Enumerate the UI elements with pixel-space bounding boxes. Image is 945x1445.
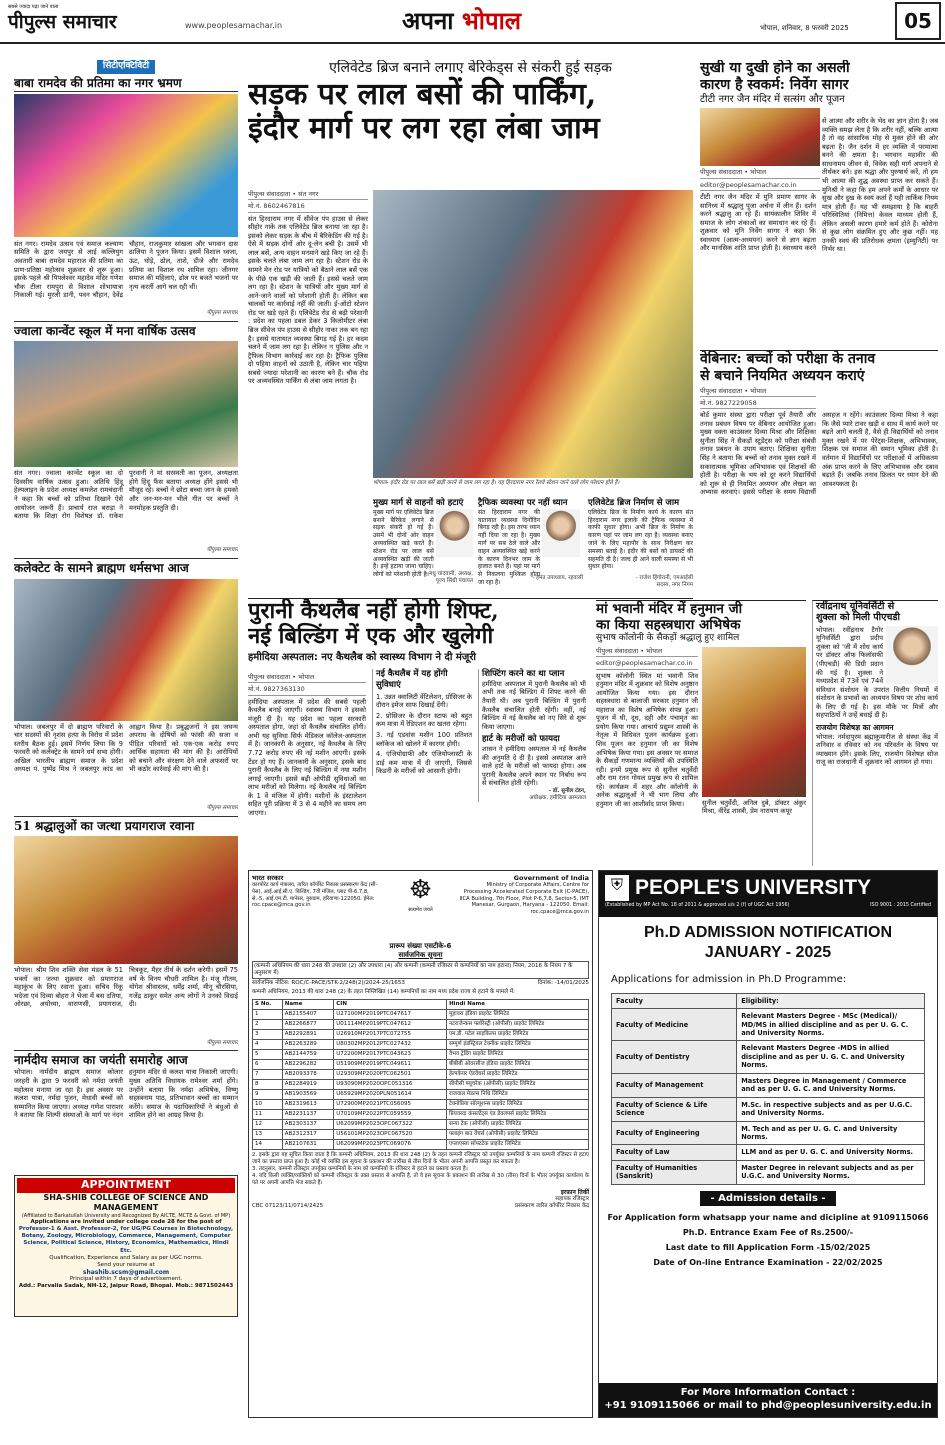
- story-source: पीपुल्स समाचार: [206, 309, 238, 316]
- table-row: 14 AB2107631 U62099MP2023PTC069076 एप्लाएस्ता सॉफ्टटेक प्राइवेट लिमिटेड: [253, 1139, 589, 1149]
- facilities-box: नई कैथलैब में यह होंगी सुविधाएं 1. उन्नत क्वालिटी वेंटिलेशन, प्रोसिजर के दौरान इमेज साफ दिखाई देंगी। 2. प्रोसिजर के दौरान स्टाफ को बहुत कम मात्रा में रेडिएशन का खतरा रहेगा। 3. नई एडवांस मशीन 100 प्रतिशत ब्लॉकेज को खोलने में कारगर होगी। 4. एंजियोग्राफी और एंजियोप्लास्टी के डाई कम मात्रा में दी जाएगी, जिससे किडनी के मरीजों को आसानी होगी।: [372, 669, 472, 776]
- admission-heading: Ph.D ADMISSION NOTIFICATION: [644, 924, 892, 941]
- saint-photo: [700, 108, 820, 166]
- eligibility-table: Faculty Eligibility: Faculty of Medicine Relevant Masters Degree - MSc (Medical)/ MD/MS in allied discipline and as per U. G. C. and University Norms. Faculty of Dentistry Relevant Masters Degree -MDS in allied discipline and as per U. G. C. and University Norms. Faculty of Management Masters Degree in Management / Commerce and as per U. G. C. and University Norms. Faculty of Science & Life Science M.Sc. in respective subjects and as per U.G.C. and University Norms. Faculty of Engineering M. Tech and as per U. G. C. and University Norms. Faculty of Law LLM and as per U. G. C. and University Norms. Faculty of Humanities (Sanskrit) Master Degree in relevant subjects and as per U.G.C. and University Norms.: [611, 993, 925, 1185]
- story-headline: कलेक्टेट के सामने ब्राह्मण धर्मसभा आज: [14, 558, 238, 576]
- school-event-photo: [14, 341, 238, 467]
- story-headline: नार्मदीय समाज का जयंती समारोह आज: [14, 1050, 238, 1068]
- table-row: 6 AB2296282 U51909MP2019PTC049611 बीबीबी ओवरसीज इंडिया प्राइवेट लिमिटेड: [253, 1059, 589, 1069]
- webinar-story: वेबिनार: बच्चों को परीक्षा के तनाव से बचाने नियमित अध्ययन कराएं पीपुल्स संवाददाता • भोपाल मो.नं. 9827229058 बोर्ड कुमार संस्था द्वारा परीक्षा पूर्व तैयारी और तनाव प्रबंधन विषय पर वेबिनार आयोजित हुआ। मुख्य वक्ता काउंसलर दिव्या मिश्रा और शिक्षिका सुनीता सिंह ने सैकड़ों स्टूडेंट्स को परीक्षा संबंधी तनाव प्रबंधन के उपाय बताए। शिक्षिका सुनीता सिंह ने बताया कि बच्चों को तनाव मुक्त रखने में सकारात्मक भूमिका अभिभावक एवं शिक्षकों की होती है। परीक्षा के भय को दूर करने विद्यार्थियों को शुरू से ही नियमित अध्ययन और लेखन का अभ्यास करवाएं। इससे परीक्षा के समय विद्यार्थी असहज न रहेंगे। काउंसलर दिव्या मिश्रा ने कहा कि जैसे प्यारे टावर खड़ी व साथ में कार्य करने पर बढ़ते आगे चलती है, वैसे ही विद्यार्थियों को तनाव मुक्त रखने में पर पेरेंट्स-शिक्षक, अभिभावक, शिक्षक एवं समाज की समान भूमिका होती है। वर्तमान में विद्यार्थियों पर परीक्षाओं में अधिकतम अंक प्राप्त करने के लिए अभिभावक और दबाव बढ़ाते हैं। जबकि तनाव फ्रिलत पर ध्यान देने की आवश्यकता है।: [700, 350, 938, 598]
- story-subheadline: हमीदिया अस्पताल: नए कैथलैब को स्वास्थ्य विभाग ने दी मंजूरी: [248, 651, 477, 663]
- table-row: Faculty of Medicine Relevant Masters Degree - MSc (Medical)/ MD/MS in allied discipline and as per U. G. C. and University Norms.: [612, 1009, 925, 1041]
- emblem-icon: ☸ सत्यमेव जयते: [408, 875, 433, 914]
- cathlab-story: पुरानी कैथलैब नहीं होगी शिफ्ट, नई बिल्डिंग में एक और खुलेगी हमीदिया अस्पताल: नए कैथलैब को स्वास्थ्य विभाग ने दी मंजूरी पीपुल्स संवाददाता • भोपाल मो.नं. 9827363130 हमीदिया अस्पताल में प्रदेश की सबसे पहली कैथलैब बनाई जाएगी। स्वास्थ्य विभाग ने इसको मंजूरी दी है। यह प्रदेश का पहला सरकारी अस्पताल होगा, जहां दो कैथलैब संचालित होंगी। अभी यह सुविधा सिर्फ मेडिकल कॉलेज-अस्पताल में है। जानकारी के अनुसार, नई कैथलैब के लिए 7.72 करोड़ रुपए की नई मशीन आएगी। इसके टेंडर हो गए हैं। जानकारी के अनुसार, इसके बाद पुरानी कैथलैब के लिए नई बिल्डिंग में नया मशीन लगाई जाएगी। इससे बढ़ी ओपीडी सुविधाओं का लाभ मरीजों को मिलेगा। नई कैथलैब नई बिल्डिंग के 1 वें मंजिल में होगी। मशीनों के इंस्टालेशन सहित पूरी प्रक्रिया में 3 से 4 महीने का समय लग जाएगा। नई कैथलैब में यह होंगी सुविधाएं 1. उन्नत क्वालिटी वेंटिलेशन, प्रोसिजर के दौरान इमेज साफ दिखाई देंगी। 2. प्रोसिजर के दौरान स्टाफ को बहुत कम मात्रा में रेडिएशन का खतरा रहेगा। 3. नई एडवांस मशीन 100 प्रतिशत ब्लॉकेज को खोलने में कारगर होगी। 4. एंजियोग्राफी और एंजियोप्लास्टी के डाई कम मात्रा में दी जाएगी, जिससे किडनी के मरीजों को आसानी होगी। शिफ्टिंग करने का था प्लान हमीदिया अस्पताल में पुरानी कैथलैब को भी अभी तक नई बिल्डिंग में शिफ्ट करने की तैयारी थी। अब पुरानी बिल्डिंग में पुरानी कैथलैब संचालित होती रहेगी। वहीं, नई बिल्डिंग में नई कैथलैब को नए सिरे से शुरू किया जाएगा। हार्ट के मरीजों को फायदा शासन ने हमीदिया अस्पताल में नई कैथलैब की अनुमति दे दी है। इससे अस्पताल आने वाले हार्ट के मरीजों को फायदा होगा। अब पुरानी कैथलैब अपने स्थान पर निर्बाध रूप से संचालित होती रहेगी। - डॉ. सुनील टंडन, अधीक्षक, हमीदिया अस्पताल: [248, 598, 693, 866]
- table-row: 10 AB2319613 U72900MP2021PTC056095 टेक्नोप्रिया सॉल्यूशन्स प्राइवेट लिमिटेड: [253, 1099, 589, 1109]
- photo-caption: भोपाल- इंदौर रोड पर लाल बसें खड़ी करने से जाम लग रहा है। यह हिरदाराम नगर रेलवे स्टेशन जाने वाले लोग परेशान होते हैं।: [373, 480, 620, 486]
- story-source: पीपुल्स समाचार: [206, 804, 238, 811]
- page-title: अपना भोपाल: [402, 6, 522, 35]
- page-number: 05: [895, 2, 941, 40]
- story-headline: बाबा रामदेव की प्रतिमा का नगर भ्रमण: [14, 76, 238, 92]
- story-body: भोपाल। श्रीम शिव शक्ति सेवा मंडल के 51 भक्तों का जत्था शुक्रवार को प्रयागराज महाकुंभ के लिए रवाना हुआ। सचिव रिंकू भदेजा एवं दिव्या बोहरा ने भेजा में बस दतिया, ओरछा, अयोध्या, वाराणसी, प्रयागराज, चित्रकूट, मैहर तीर्थ के दर्शन करेगी। इसमें 75 वर्ष के विनय चौधरी शामिल है। मंजू गौतम, योगेश श्रीवास्तव, धर्मेंद्र शर्मा, मीनू चौरसिया, गजेंद्र ठाकुर समेत अन्य लोगों ने उनको विदाई दी।: [14, 966, 238, 1009]
- story-body: संत नगर। रामदेव उत्सव एवं समाज कल्याण समिति के द्वारा जयपुर से लाई कल्लियुग अवतारी बाबा रामदेव महाराज की प्रतिमा का प्राण-प्रतिष्ठा महोत्सव शुक्रवार से शुरू हुआ। इसके पहले श्री पिपलेश्वर महादेव मंदिर गणेश चौक टीला रामपुरा से विशाल शोभायात्रा निकाली गई। मुरली डानी, पवन चौहान, देवेंद्र चौहान, राजकुमार सांखला और भगवान दास ढालिया ने पूजन किया। इसमें विशाल ध्वजा, ऊंट, घोड़े, ढोल, ताशे, डीजे और रामदेव प्रतिमा का विशाल रथ शामिल रहा। जीनगर समाज की महिलाएं, ढोल पर बजते भजनों पर नृत्य करतीं आगे चल रही थीं।: [14, 239, 238, 300]
- avatar: [542, 509, 580, 557]
- public-notice: भारत सरकार कारपोरेट कार्य मंत्रालय, त्वरित कॉर्पोरेट निकास प्रसंस्करण केंद्र (सी-पेस), आई.आई.सी.ए. बिल्डिंग, 7वीं मंजिल, प्लाट पी-6,7,8, से.-5, आई.एम.टी. मानेसर, गुरुग्राम, हरियाणा-122050. ईमेल: roc.cpace@mca.gov.in ☸ सत्यमेव जयते Government of India Ministry of Corporate Affairs, Centre for Processing Accelerated Corporate Exit (C-PACE), IICA Building, 7th Floor, Plot P-6,7,8, Sector-5, IMT Manesar, Gurgaon, Haryana - 122050. Email: roc.cpace@mca.gov.in प्रारूप संख्या एसटीके-6 सार्वजनिक सूचना (कम्पनी अधिनियम की धारा 248 की उपधारा (2) और उपधारा (4) और कम्पनी (कम्पनी रजिस्टर से कम्पनियों का नाम हटाना) नियम, 2016 के नियम 7 के अनुसरण में) सार्वजनिक नोटिस: ROC/C-PACE/STK-2/248(2)/2024-25/1653 दिनांक: -14/01/2025 कम्पनी अधिनियम, 2013 की धारा 248 (2) के तहत निम्लिखित (14) कम्पनियों का नाम मध्य प्रदेश राज्य से हटाने के मामले में: S No. Name CIN Hindi Name 1 AB2155407 U27100MP2019PTC047617 मुहावरा इंडिया प्राइवेट लिमिटेड 2 AB2266877 U01114MP2019PTC047612 नटराजेन्कस फ्लोरेस्ट्री (ओपीसी) प्राइवेट लिमिटेड 3 AB2292891 U26910MP2017PTC072755 एम.डी. पटेल साइकिल्स प्राइवेट लिमिटेड 4 AB2263289 U80302MP2012PTC027432 सम्पूर्ण इंडस्ट्रियल टेक्नीक प्राइवेट लिमिटेड 5 AB2144759 U72200MP2017PTC043623 वैभव ट्रेडिंग प्राइवेट लिमिटेड 6 AB2296282 U51909MP2019PTC049611 बीबीबी ओवरसीज इंडिया प्राइवेट लिमिटेड 7 AB2093378 U29309MP2020PTC062501 हेल्पकेयर ऐडवेंचर्स प्राइवेट लिमिटेड 8 AB2284919 U93090MP2020OPC051316 सीपीसी फ्यूचरेक (ओपीसी) प्राइवेट लिमिटेड 9 AB1903569 U65929MP2020PLN051614 राजवाल मेडल्स निधि लिमिटेड 10 AB2319613 U72900MP2021PTC056095 टेक्नोप्रिया सॉल्यूशन्स प्राइवेट लिमिटेड 11 AB2231137 U70109MP2022PTC059559 प्रियवरदा कंसल्टेंट्स एंड डेवलपर्स प्राइवेट लिमिटेड 12 AB2303137 U62099MP2023OPC067322 सन्या टेक (ओपीसी) प्राइवेट लिमिटेड 13 AB2312317 U56101MP2023OPC067520 फ्लाइंग बाउ वेंचर्स (ओपीसी) प्राइवेट लिमिटेड 14 AB2107631 U62099MP2023PTC069076 एप्लाएस्ता सॉफ्टटेक प्राइवेट लिमिटेड 2. इसके द्वारा यह सूचित किया जाता है कि कम्पनी अधिनियम, 2013 की धारा 248 (2) के तहत कम्पनी रजिस्ट्रार को उपर्युक्त कम्पनियों के नाम कम्पनी रजिस्टर से हटाए जाने का प्रस्ताव प्राप्त हुआ है। कोई भी व्यक्ति इस सूचना के प्रकाशन की तारीख से तीस दिनों के भीतर अपनी आपत्ति प्रस्तुत कर सकता है। 3. तदनुसार, कम्पनी रजिस्ट्रार उपर्युक्त कम्पनियों के नाम को कम्पनियों के रजिस्टर से हटाने का प्रस्ताव करता है। 4. यदि किसी व्यक्ति/व्यक्तियों को कम्पनी रजिस्ट्रार के उक्त प्रस्ताव से आपत्ति है, तो वे इस सूचना के प्रकाशन की तारीख से 30 (तीस) दिनों के भीतर उपर्युक्त कार्यालय के पते पर अपनी आपत्ति भेज सकते हैं। इरफ़ान तिर्की सहायक रजिस्ट्रार CBC 07123/11/0714/2425 प्रसंस्करण त्वरित कॉर्पोरेट निकास केंद्र: [248, 870, 593, 1418]
- table-row: Faculty of Engineering M. Tech and as per U. G. C. and University Norms.: [612, 1121, 925, 1145]
- dateline: भोपाल, शनिवार, 8 फरवरी 2025: [760, 24, 849, 32]
- phd-story: रवींद्रनाथ यूनिवर्सिटी से शुक्ला को मिली पीएचडी भोपाल। रवींद्रनाथ टैगोर यूनिवर्सिटी द्वारा प्रदीप शुक्ला को 'जी में शोध कार्य पर डॉक्टर ऑफ फिलॉसफी (पीएचडी) की डिग्री प्रदान की गई है। शुक्ला ने मध्यप्रदेश में 73वें एवं 74वें संविधान संशोधन के उपरांत वित्तीय नियमों में संशोधन के प्रभावों का अध्ययन विषय पर शोध कार्य के लिए दी गई है। इस मौके पर मित्रों और सहपाठियों ने उन्हें बधाई दी है। राजयोग विशेषज्ञ का आगमन भोपाल: नर्मदापुरम ब्रह्माकुमारीज से संस्था केंद्र में शनिवार व रविवार को नव परिवर्तन के विषय पर व्याख्यान होंगे। इसके लिए, राजयोग विशेषज्ञ सोज राजू का राजधानी में शुक्रवार को आगमन हो गया।: [812, 600, 938, 866]
- story-body: भोपाल। जबलपुर में दो ब्राह्मण परिवारों के चार सदस्यों की नृशंस हत्या के विरोध में प्रदेश स्तरीय बैठक हुई। इसमें निर्णय लिया कि 9 फरवरी को कलेक्ट्रेट के सामने धर्म सभा होगी। अखिल भारतीय ब्राह्मण समाज के प्रदेश अध्यक्ष पं. पुष्पेंद्र मिश्र ने जबलपुर कांड का आह्वान किया है। प्रबुद्धजनों ने इस जघन्य अपराध के दोषियों को फांसी की सजा व पीड़ित परिवारों को एक-एक करोड़ रुपए आर्थिक सहायता की मांग की है। आरोपियों को बचाने और संरक्षण देने वाले अफसरों पर भी कठोर कार्रवाई की मांग की है।: [14, 722, 238, 774]
- story-headline: नई बिल्डिंग में एक और खुलेगी: [248, 623, 494, 650]
- left-column: [14, 60, 238, 1440]
- table-row: 9 AB1903569 U65929MP2020PLN051614 राजवाल मेडल्स निधि लिमिटेड: [253, 1089, 589, 1099]
- newspaper-logo: सबसे ज्यादा पढ़ा जाने वाला पीपुल्स समाचार: [8, 4, 117, 34]
- table-row: Faculty of Dentistry Relevant Masters Degree -MDS in allied discipline and as per U. G. C. and University Norms.: [612, 1041, 925, 1073]
- table-row: Faculty of Management Masters Degree in Management / Commerce and as per U. G. C. and University Norms.: [612, 1073, 925, 1097]
- avatar: [886, 626, 938, 684]
- table-row: 2 AB2266877 U01114MP2019PTC047612 नटराजेन्कस फ्लोरेस्ट्री (ओपीसी) प्राइवेट लिमिटेड: [253, 1019, 589, 1029]
- story-headline: पुरानी कैथलैब नहीं होगी शिफ्ट,: [248, 598, 499, 624]
- quote-box: ट्रैफिक व्यवस्था पर नहीं ध्यान संत हिरदाराम नगर की यातायात व्यवस्था दिनोंदिन बिगड़ रही है। इस तरफ ध्यान नहीं दिया जा रहा है। मुख्य मार्ग पर सब ठेले वाले और वाहन अव्यवस्थित खड़े करने के कारण दिनभर जाम के हालात बनते हैं। यहां पर मार्ग से निकलना मुश्किल होता जा रहा है। - हेमंत उपाध्याय, रहवासी: [478, 498, 583, 587]
- contact-link[interactable]: +91 9109115066 or mail to phd@peoplesuniversity.edu.in: [604, 1400, 932, 1412]
- temple-story: मां भवानी मंदिर में हनुमान जी का किया सहस्त्रधारा अभिषेक सुभाष कॉलोनी के सैकड़ों श्रद्धालु हुए शामिल पीपुल्स संवाददाता • भोपाल editor@peoplesamachar.co.in सुभाष कॉलोनी स्थित मां भवानी शिव हनुमान मंदिर में शुक्रवार को विशेष अनुष्ठान आयोजित किया गया। इस दौरान सहस्त्रधारा से बालाजी सरकार हनुमान जी महाराज का विशेष अभिषेक संपन्न हुआ। पूजन में घी, दूध, दही और पंचामृत का प्रयोग किया गया। आचार्य प्रद्युम्न शास्त्री के नेतृत्व में विधिवत पूजन कार्यक्रम हुआ। शिव पूजन कर हनुमान जी का विशेष अभिषेक किया गया। इस अवसर पर समाज के सैकड़ों गणमान्य व्यक्तियों की उपस्थिति रही। इनमें प्रमुख रूप से सुनील चतुर्वेदी और राम रतन गोयल प्रमुख रूप से शामिल रहे। कार्यक्रम में शहर और कॉलोनी के अनेक श्रद्धालुओं ने भी भाग लिया और हनुमान जी का आशीर्वाद प्राप्त किया। सुनील चतुर्वेदी, अनिल दुबे, डॉक्टर अंकुर मिश्रा, वीरेंद्र शास्त्री, प्रेम नारायण कपूर: [596, 600, 806, 866]
- story-source: पीपुल्स समाचार: [206, 1040, 238, 1047]
- table-row: 13 AB2312317 U56101MP2023OPC067520 फ्लाइंग बाउ वेंचर्स (ओपीसी) प्राइवेट लिमिटेड: [253, 1129, 589, 1139]
- table-row: 8 AB2284919 U93090MP2020OPC051316 सीपीसी फ्यूचरेक (ओपीसी) प्राइवेट लिमिटेड: [253, 1079, 589, 1089]
- avatar: [436, 509, 473, 557]
- table-row: Faculty of Humanities (Sanskrit) Master Degree in relevant subjects and as per U.G.C. and University Norms.: [612, 1160, 925, 1184]
- university-name: PEOPLE'S UNIVERSITY: [635, 876, 872, 899]
- story-body: बोर्ड कुमार संस्था द्वारा परीक्षा पूर्व तैयारी और तनाव प्रबंधन विषय पर वेबिनार आयोजित हुआ। मुख्य वक्ता काउंसलर दिव्या मिश्रा और शिक्षिका सुनीता सिंह ने सैकड़ों स्टूडेंट्स को परीक्षा संबंधी तनाव प्रबंधन के उपाय बताए। शिक्षिका सुनीता सिंह ने बताया कि बच्चों को तनाव मुक्त रखने में सकारात्मक भूमिका अभिभावक एवं शिक्षकों की होती है। परीक्षा के भय को दूर करने विद्यार्थियों को शुरू से ही नियमित अध्ययन और लेखन का अभ्यास करवाएं। इससे परीक्षा के समय विद्यार्थी असहज न रहेंगे। काउंसलर दिव्या मिश्रा ने कहा कि जैसे प्यारे टावर खड़ी व साथ में कार्य करने पर बढ़ते आगे चलती है, वैसे ही विद्यार्थियों को तनाव मुक्त रखने में पर पेरेंट्स-शिक्षक, अभिभावक, शिक्षक एवं समाज की समान भूमिका होती है। वर्तमान में विद्यार्थियों पर परीक्षाओं में अधिकतम अंक प्राप्त करने के लिए अभिभावक और दबाव बढ़ाते हैं। जबकि तनाव फ्रिलत पर ध्यान देने की आवश्यकता है।: [700, 411, 938, 497]
- college-appointment-ad: APPOINTMENT SHA-SHIB COLLEGE OF SCIENCE AND MANAGEMENT (Affiliated to Barkatullah University and Recognized By AICTE, MCTE & Govt. of MP) Applications are invited under college code 28 for the post of Professor-1 & Asst. Professor-2, for UG/PG Courses in Biotechnology, Botany, Zoology, Microbiology, Commerce, Management, Computer Science, Political Science, History, Economics, Mathematics, Hindi Etc. Qualification, Experience and Salary as per UGC norms. Send your resume at shashib.scsm@gmail.com Principal within 7 days of advertisement. Add.: Parvalia Sadak, NH-12, Jaipur Road, Bhopal. Mob.: 9871502443: [14, 1175, 238, 1317]
- lead-headline-line2: इंदौर मार्ग पर लग रहा लंबा जाम: [248, 111, 600, 147]
- byline: पीपुल्स संवाददाता • संत नगर: [248, 190, 368, 200]
- table-row: 4 AB2263289 U80302MP2012PTC027432 सम्पूर्ण इंडस्ट्रियल टेक्नीक प्राइवेट लिमिटेड: [253, 1039, 589, 1049]
- ad-email-link[interactable]: shashib.scsm@gmail.com: [82, 1268, 170, 1276]
- red-bus-traffic-photo: [373, 190, 693, 478]
- quote-box: मुख्य मार्ग से वाहनों को हटाएं मुख्य मार्ग पर एलिवेटेड ब्रिज बनाने बैरिकेड लगाने से सड़क संकरी हो गई है। उसमें भी दोनों ओर वाहन अव्यवस्थित खड़े करते हैं। स्टेशन रोड पर लाल बसें अव्यवस्थित खड़ी की जाती हैं। इन्हें हटाया जाना चाहिए। लोगों को परेशानी होती है। - मधु चांदवानी, अध्यक्ष, पूज्य सिंधी पंचायत: [373, 498, 473, 584]
- table-row: 12 AB2303137 U62099MP2023OPC067322 सन्या टेक (ओपीसी) प्राइवेट लिमिटेड: [253, 1119, 589, 1129]
- reporter-mobile: मो.नं. 8602467816: [248, 202, 368, 212]
- table-row: Faculty of Law LLM and as per U. G. C. and University Norms.: [612, 1145, 925, 1160]
- university-logo-icon: ⛨: [605, 875, 629, 901]
- hanuman-idol-photo: [702, 647, 806, 797]
- story-body: टीटी नगर जैन मंदिर में मुनि प्रमाण सागर के सानिध्य में श्रद्धालु पूजा अर्चना में लीन हैं। दर्शन करने श्रद्धालु आ रहे हैं। सायंकालीन शिविर में समाज के लोग शंकाओं का समाधान कर रहे हैं। शुक्रवार को मुनि निर्वेग सागर ने कहा कि स्वाध्याय (आत्म-अध्ययन) करने से ज्ञान बढ़ता और मानसिक शांति प्राप्त होती है। स्वाध्याय करने से आत्मा और शरीर के भेद का ज्ञान होता है। जब व्यक्ति समझ लेता है कि शरीर नहीं, बल्कि आत्मा है तो वह सांसारिक मोह से मुक्त होने की ओर बढ़ता है। जैन दर्शन में हर व्यक्ति में परमात्मा बनने की क्षमता है। भगवान महावीर की साधनामय जीवन से, विवेक सही मार्ग अपनाने से तीर्थकर बने। इस श्रद्धा और पुरुषार्थ करें, तो हम भी आत्मा की शुद्ध अवस्था प्राप्त कर सकते हैं। मुनिश्री ने कहा कि हम अपने कर्मों के आधार पर सुख और दुख के स्वयं कर्ता हैं यही तार्किक नियम मात्र होती हैं। यह भी समझाया है कि बाहरी परिस्थितियां (निमित्त) केवल माध्यम होती हैं, लेकिन असली कारण हमारे कर्म होते हैं। कोरोना से कुछ लोग संक्रमित हुए और कुछ नहीं। यह उनकी स्वयं की प्रतिरोधक क्षमता (इम्युनिटी) पर निर्भर था।: [700, 117, 938, 254]
- pilgrims-photo: [14, 836, 238, 964]
- story-source: पीपुल्स समाचार: [206, 547, 238, 554]
- lead-headline-line1: सड़क पर लाल बसों की पार्किंग,: [248, 76, 597, 112]
- section-tag: सिटीएक्टिविटी: [97, 60, 155, 74]
- story-body: भोपाल। नार्मदीय ब्राह्मण समाज कोलार जरहरी के द्वारा 9 फरवरी को नर्मदा जयंती महोत्सव मनाया जा रहा है। इस अवसर पर कलश यात्रा, नर्मदा पूजन, मेधावी बच्चों को सम्मानित किया जाएगा। अध्यक्ष गणेश पाराशर ने बताया कि शिल्पी संस्थाओं के मार्ग पर नंदन हनुमान मंदिर से कलश यात्रा निकाली जाएगी। मुख्य अतिथि विधायक रामेश्वर शर्मा होंगे। उन्होंने बताया कि नर्मदा अभिषेक, विष्णु सहस्त्रनाम पाठ, प्रतिभावान बच्चों का सम्मान करेंगे। समाज के पदाधिकारियों ने बंधुओं से शामिल होने का आग्रह किया है।: [14, 1068, 238, 1120]
- company-table: S No. Name CIN Hindi Name 1 AB2155407 U27100MP2019PTC047617 मुहावरा इंडिया प्राइवेट लिमिटेड 2 AB2266877 U01114MP2019PTC047612 नटराजेन्कस फ्लोरेस्ट्री (ओपीसी) प्राइवेट लिमिटेड 3 AB2292891 U26910MP2017PTC072755 एम.डी. पटेल साइकिल्स प्राइवेट लिमिटेड 4 AB2263289 U80302MP2012PTC027432 सम्पूर्ण इंडस्ट्रियल टेक्नीक प्राइवेट लिमिटेड 5 AB2144759 U72200MP2017PTC043623 वैभव ट्रेडिंग प्राइवेट लिमिटेड 6 AB2296282 U51909MP2019PTC049611 बीबीबी ओवरसीज इंडिया प्राइवेट लिमिटेड 7 AB2093378 U29309MP2020PTC062501 हेल्पकेयर ऐडवेंचर्स प्राइवेट लिमिटेड 8 AB2284919 U93090MP2020OPC051316 सीपीसी फ्यूचरेक (ओपीसी) प्राइवेट लिमिटेड 9 AB1903569 U65929MP2020PLN051614 राजवाल मेडल्स निधि लिमिटेड 10 AB2319613 U72900MP2021PTC056095 टेक्नोप्रिया सॉल्यूशन्स प्राइवेट लिमिटेड 11 AB2231137 U70109MP2022PTC059559 प्रियवरदा कंसल्टेंट्स एंड डेवलपर्स प्राइवेट लिमिटेड 12 AB2303137 U62099MP2023OPC067322 सन्या टेक (ओपीसी) प्राइवेट लिमिटेड 13 AB2312317 U56101MP2023OPC067520 फ्लाइंग बाउ वेंचर्स (ओपीसी) प्राइवेट लिमिटेड 14 AB2107631 U62099MP2023PTC069076 एप्लाएस्ता सॉफ्टटेक प्राइवेट लिमिटेड: [252, 999, 589, 1150]
- lead-story: [248, 60, 693, 600]
- lead-body: संत हिरदाराम नगर में सीवेज पंप हाउस से लेकर सीहोर नाके तक एलिवेटेड ब्रिज बनाया जा रहा है। इसको लेकर सड़क के बीच में बैरिकेडिंग की गई है। ऐसे में सड़क दोनों ओर दू-लेन बची है। उसमें भी लाल बसें, अन्य वाहन मनमाने खड़े किए जा रहे हैं। इसके चलते लंबा जाम लग रहा है। स्टेशन रोड के सामने मेन रोड पर यात्रियों को बैठाने लाल बसें एक के पीछे एक खड़ी की जाती हैं। इससे चलते जाम लग रहा है। स्टेशन के यात्रियों और मुख्य मार्ग से आने-जाने वालों को परेशानी होती है। लेकिन बस चालकों पर कार्रवाई नहीं की जाती। ई-ऑटो स्टेशन रोड पर खड़े रहते हैं। एलिवेटेड रोड से बढ़ी परेशानी : प्रदेश का पहला डबल डेकर 3 किलोमीटर लंबा ब्रिज सीवेज पंप हाउस से सीहोर नाका तक बन रहा है। इससे यातायात व्यवस्था बिगड़ गई है। हर कदम चलने में जाम लग रहा है। लेकिन न पुलिस और न ट्रैफिक विभाग कार्रवाई कर रहा है। ट्रैफिक पुलिस दो पहिया वाहनों को उठाती है, लेकिन चार पहिया सबसे ज्यादा परेशानी का कारण बने हैं। चौक रोड पर अव्यवस्थित पार्किंग से लंबा जाम लगता है।: [248, 214, 368, 386]
- table-row: 7 AB2093378 U29309MP2020PTC062501 हेल्पकेयर ऐडवेंचर्स प्राइवेट लिमिटेड: [253, 1069, 589, 1079]
- table-row: 5 AB2144759 U72200MP2017PTC043623 वैभव ट्रेडिंग प्राइवेट लिमिटेड: [253, 1049, 589, 1059]
- story-body: हमीदिया अस्पताल में प्रदेश की सबसे पहली कैथलैब बनाई जाएगी। स्वास्थ्य विभाग ने इसको मंजूरी दी है। यह प्रदेश का पहला सरकारी अस्पताल होगा, जहां दो कैथलैब संचालित होंगी। अभी यह सुविधा सिर्फ मेडिकल कॉलेज-अस्पताल में है। जानकारी के अनुसार, नई कैथलैब के लिए 7.72 करोड़ रुपए की नई मशीन आएगी। इसके टेंडर हो गए हैं। जानकारी के अनुसार, इसके बाद पुरानी कैथलैब के लिए नई बिल्डिंग में नया मशीन लगाई जाएगी। इससे बढ़ी ओपीडी सुविधाओं का लाभ मरीजों को मिलेगा। नई कैथलैब नई बिल्डिंग के 1 वें मंजिल में होगी। मशीनों के इंस्टालेशन सहित पूरी प्रक्रिया में 3 से 4 महीने का समय लग जाएगा।: [248, 697, 366, 817]
- story-headline: 51 श्रद्धालुओं का जत्था प्रयागराज रवाना: [14, 816, 238, 834]
- table-row: 3 AB2292891 U26910MP2017PTC072755 एम.डी. पटेल साइकिल्स प्राइवेट लिमिटेड: [253, 1029, 589, 1039]
- jain-story: सुखी या दुखी होने का असली कारण है स्वकर्म: निर्वेग सागर टीटी नगर जैन मंदिर में सत्संग और पूजन पीपुल्स संवाददाता • भोपाल editor@peoplesamachar.co.in टीटी नगर जैन मंदिर में मुनि प्रमाण सागर के सानिध्य में श्रद्धालु पूजा अर्चना में लीन हैं। दर्शन करने श्रद्धालु आ रहे हैं। सायंकालीन शिविर में समाज के लोग शंकाओं का समाधान कर रहे हैं। शुक्रवार को मुनि निर्वेग सागर ने कहा कि स्वाध्याय (आत्म-अध्ययन) करने से ज्ञान बढ़ता और मानसिक शांति प्राप्त होती है। स्वाध्याय करने से आत्मा और शरीर के भेद का ज्ञान होता है। जब व्यक्ति समझ लेता है कि शरीर नहीं, बल्कि आत्मा है तो वह सांसारिक मोह से मुक्त होने की ओर बढ़ता है। जैन दर्शन में हर व्यक्ति में परमात्मा बनने की क्षमता है। भगवान महावीर की साधनामय जीवन से, विवेक सही मार्ग अपनाने से तीर्थकर बने। इस श्रद्धा और पुरुषार्थ करें, तो हम भी आत्मा की शुद्ध अवस्था प्राप्त कर सकते हैं। मुनिश्री ने कहा कि हम अपने कर्मों के आधार पर सुख और दुख के स्वयं कर्ता हैं यही तार्किक नियम मात्र होती हैं। यह भी समझाया है कि बाहरी परिस्थितियां (निमित्त) केवल माध्यम होती हैं, लेकिन असली कारण हमारे कर्म होते हैं। कोरोना से कुछ लोग संक्रमित हुए और कुछ नहीं। यह उनकी स्वयं की प्रतिरोधक क्षमता (इम्युनिटी) पर निर्भर था।: [700, 60, 938, 350]
- procession-photo: [14, 94, 238, 237]
- admission-details-title: - Admission details -: [700, 1191, 835, 1206]
- table-row: Faculty of Science & Life Science M.Sc. in respective subjects and as per U.G.C. and University Norms.: [612, 1097, 925, 1121]
- university-ad: ⛨ PEOPLE'S UNIVERSITY (Established by MP Act No. 18 of 2011 & approved u/s 2 (f) of UGC Act 1956) ISO 9001 : 2015 Certified Ph.D ADMISSION NOTIFICATION JANUARY - 2025 Applications for admission in Ph.D Programme: Faculty Eligibility: Faculty of Medicine Relevant Masters Degree - MSc (Medical)/ MD/MS in allied discipline and as per U. G. C. and University Norms. Faculty of Dentistry Relevant Masters Degree -MDS in allied discipline and as per U. G. C. and University Norms. Faculty of Management Masters Degree in Management / Commerce and as per U. G. C. and University Norms. Faculty of Science & Life Science M.Sc. in respective subjects and as per U.G.C. and University Norms. Faculty of Engineering M. Tech and as per U. G. C. and University Norms. Faculty of Law LLM and as per U. G. C. and University Norms. Faculty of Humanities (Sanskrit) Master Degree in relevant subjects and as per U.G.C. and University Norms. - Admission details - For Application form whatsapp your name and dicipline at 9109115066 Ph.D. Entrance Exam Fee of Rs.2500/- Last date to fill Application Form -15/02/2025 Date of On-line Entrance Examination - 22/02/2025 For More Information Contact : +91 9109115066 or mail to phd@peoplesuniversity.edu.in: [598, 870, 938, 1418]
- table-row: 11 AB2231137 U70109MP2022PTC059559 प्रियवरदा कंसल्टेंट्स एंड डेवलपर्स प्राइवेट लिमिटेड: [253, 1109, 589, 1119]
- website-url[interactable]: www.peoplesamachar.in: [185, 21, 283, 30]
- lead-kicker: एलिवेटेड ब्रिज बनाने लगाए बेरिकेड्स से संकरी हुई सड़क: [329, 60, 612, 76]
- masthead: [0, 0, 945, 44]
- story-body: संत नगर। ज्वाला कान्वेंट स्कूल का दो दिवसीय वार्षिक उत्सव हुआ। अतिथि हिंदू हेल्पलाइन के प्रदेश अध्यक्ष कमलेश रामचंदानी ने कहा कि बच्चों को प्रतिभा दिखाने ऐसे आयोजन जरूरी हैं। प्राचार्य राज बराड़ा ने बताया कि शिक्षा रोग विशेषज्ञ डॉ. राकेश पुरवानी ने मां सरस्वती का पूजन, अध्यक्षता होगे हिंदू फैंस बताया अध्यक्ष होंगे इससे भी मौजूद रहे। बच्चों ने छोटा बच्चा जान के हमको और जन-मन-मन भीले गीत पर बच्चों ने मनमोहक प्रस्तुति दी।: [14, 469, 238, 521]
- table-row: 1 AB2155407 U27100MP2019PTC047617 मुहावरा इंडिया प्राइवेट लिमिटेड: [253, 1009, 589, 1019]
- story-headline: ज्वाला कान्वेंट स्कूल में मना वार्षिक उत्सव: [14, 321, 238, 339]
- meeting-photo: [14, 579, 238, 721]
- quote-box: एलिवेटेड ब्रिज निर्माण से जाम एलिवेटेड ब्रिज के निर्माण कार्य के कारण संत हिरदाराम नगर इलाके की ट्रैफिक व्यवस्था में काफी सुधार होगा। अभी ब्रिज के निर्माण के कारण यहां पर जाम लग रहा है। व्यवस्था बनाए जाने के लिए महापौर के साथ निरीक्षण कर समस्या बताई है। इंदौर की बसों को डायवर्ट की सहमति दी है। जल्द ही आने वाली समस्या से भी सुधार होगा। - राजेश हिंगोरानी, एमआईसी सदस्य, नगर निगम: [588, 498, 693, 588]
